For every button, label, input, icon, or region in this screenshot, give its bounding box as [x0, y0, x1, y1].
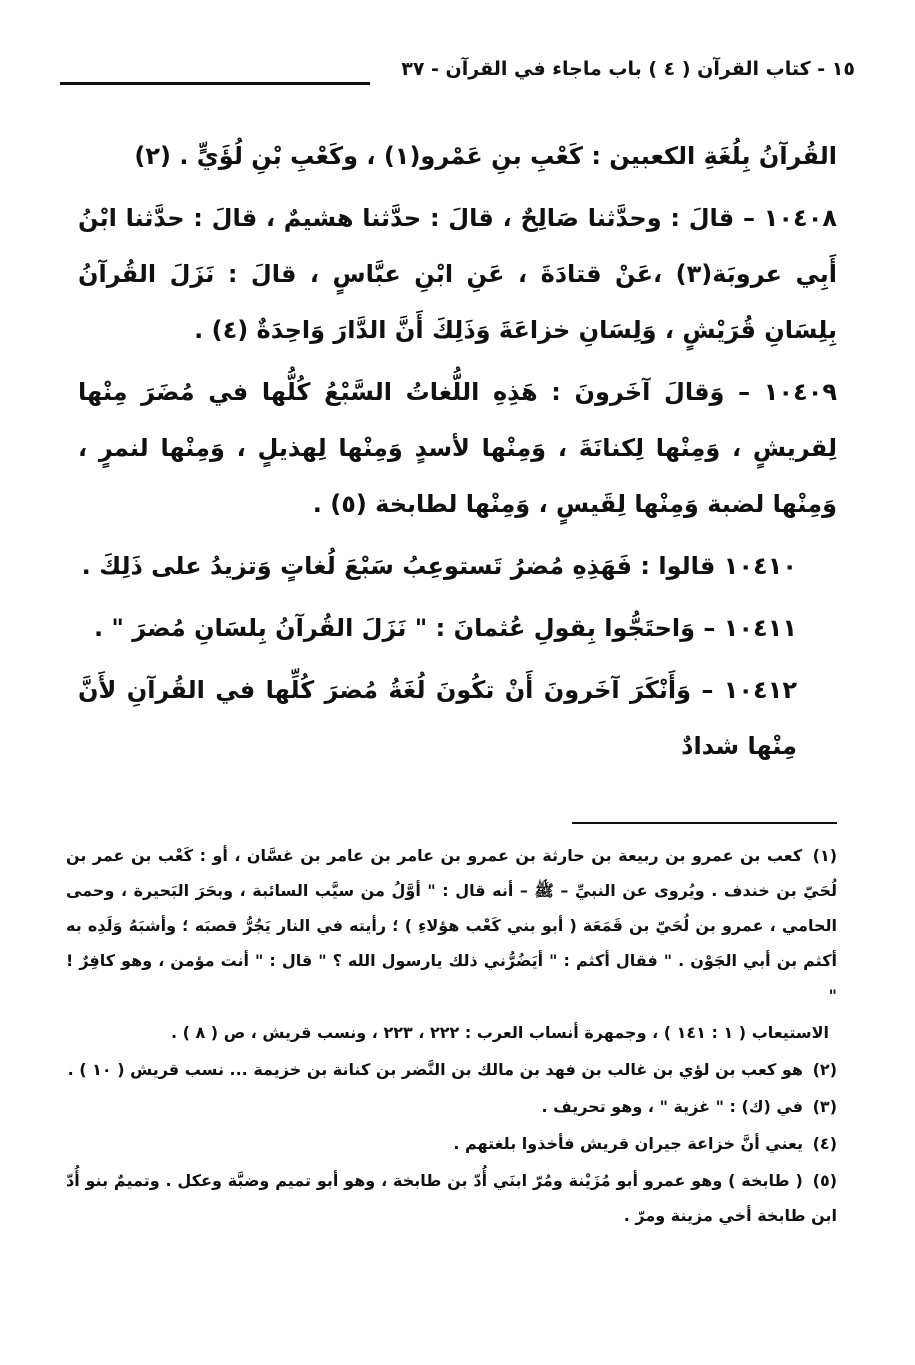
footnote-text: كعب بن عمرو بن ربيعة بن حارثة بن عمرو بن عامر بن عامر بن غسَّان ، أو : كَعْب بن عمر بن لُحَيّ بن خندف . ويُروى عن النبيِّ – ﷺ – أنه قال : " أوَّلُ من سيَّب السائبة ، وبحَرَ البَحيرة ، وحمى الحامي ، عمرو بن لُحَيّ بن قَمَعَة ( أبو بني كَعْب هؤلاءِ ) ؛ رأيته في النار يَجُرُّ قصبَه ؛ وأشبَهُ وَلَدِه به أكثم بن أبي الجَوْن . " فقال أكثم : " أيَضُرُّني ذلك يارسول الله ؟ " قال : " أنت مؤمن ، وهو كافِرٌ ! "	[66, 846, 837, 1005]
footnote-text: هو كعب بن لؤي بن غالب بن فهد بن مالك بن النَّضر بن كنانة بن خزيمة ... نسب قريش ( ١٠ ) .	[67, 1060, 804, 1079]
header-rule	[60, 82, 370, 85]
footnote-2	[66, 1052, 837, 1087]
paragraph-10411: ١٠٤١١ – وَاحتَجُّوا بِقولِ عُثمانَ : " نَزَلَ القُرآنُ بِلسَانِ مُضرَ " .	[93, 614, 797, 642]
paragraph-10412: ١٠٤١٢ – وَأَنْكَرَ آخَرونَ أَنْ تكُونَ لُغَةُ مُضرَ كُلِّها في القُرآنِ لأَنَّ مِنْها شدادٌ	[78, 676, 797, 760]
paragraph-10408: ١٠٤٠٨ – قالَ : وحدَّثنا صَالِحٌ ، قالَ : حدَّثنا هشيمٌ ، قالَ : حدَّثنا ابْنُ أَبِي عروبَة(٣) ،عَنْ قتادَةَ ، عَنِ ابْنِ عبَّاسٍ ، قالَ : نَزَلَ القُرآنُ بِلِسَانِ قُرَيْشٍ ، وَلِسَانِ خزاعَةَ وَذَلِكَ أَنَّ الدَّارَ وَاحِدَةٌ (٤) .	[78, 204, 837, 344]
running-header	[60, 50, 855, 90]
footnote-1	[66, 838, 837, 1013]
paragraph-10410: ١٠٤١٠ قالوا : فَهَذِهِ مُضرُ تَستوعِبُ سَبْعَ لُغاتٍ وَتزيدُ على ذَلِكَ .	[81, 552, 797, 580]
footnote-marker: (٤)	[812, 1134, 837, 1153]
footnote-text: يعني أنَّ خزاعة جيران قريش فأخذوا بلغتهم .	[453, 1134, 804, 1153]
paragraph-intro: القُرآنُ بِلُغَةِ الكعبين : كَعْبِ بنِ عَمْرو(١) ، وكَعْبِ بْنِ لُؤَيٍّ . (٢)	[134, 142, 837, 170]
header-title: ١٥ - كتاب القرآن ( ٤ ) باب ماجاء في القرآن - ٣٧	[401, 58, 855, 80]
footnote-5	[66, 1163, 837, 1233]
footnote-4	[66, 1126, 837, 1161]
main-text	[78, 128, 837, 780]
footnote-3	[66, 1089, 837, 1124]
footnotes	[66, 838, 837, 1235]
footnote-marker: (١)	[812, 846, 838, 865]
footnote-marker: (٣)	[812, 1097, 837, 1116]
footnote-text: ( طابخة ) وهو عمرو أبو مُزَيْنة ومُرّ ابنَي أُدّ بن طابخة ، وهو أبو تميم وضبَّة وعكل . وتميمٌ بنو أُدّ ابن طابخة أخي مزينة ومرّ .	[66, 1171, 837, 1225]
footnote-marker: (٢)	[812, 1060, 837, 1079]
footnote-separator	[572, 822, 837, 824]
footnote-1-continuation: الاستيعاب ( ١ : ١٤١ ) ، وجمهرة أنساب العرب : ٢٢٢ ، ٢٢٣ ، ونسب قريش ، ص ( ٨ ) .	[170, 1023, 829, 1042]
footnote-text: في (ك) : " غزية " ، وهو تحريف .	[541, 1097, 804, 1116]
paragraph-10409: ١٠٤٠٩ – وَقالَ آخَرونَ : هَذِهِ اللُّغاتُ السَّبْعُ كُلُّها في مُضَرَ مِنْها لِقريشٍ ، وَمِنْها لِكنانَةَ ، وَمِنْها لأسدٍ وَمِنْها لِهذيلٍ ، وَمِنْها لنمرٍ ، وَمِنْها لضبة وَمِنْها لِقَيسٍ ، وَمِنْها لطابخة (٥) .	[78, 378, 837, 518]
footnote-marker: (٥)	[812, 1171, 838, 1190]
